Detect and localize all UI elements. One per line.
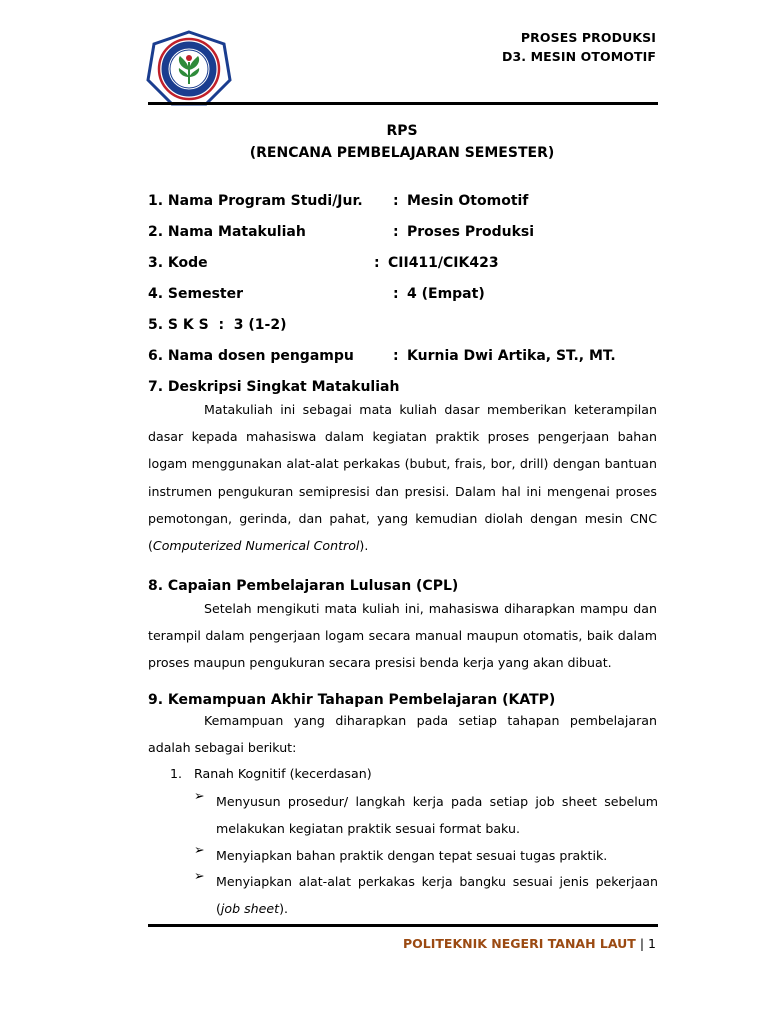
info-value: Mesin Otomotif (407, 193, 529, 209)
page-number: 1 (648, 936, 656, 951)
info-label: 4. Semester (148, 286, 244, 302)
info-label: 1. Nama Program Studi/Jur. (148, 193, 363, 209)
bullet-text-main: Menyiapkan alat-alat perkakas kerja bangku sesuai jenis pekerjaan ( (216, 874, 658, 916)
doc-title: RPS (386, 123, 418, 139)
header-course: PROSES PRODUKSI (520, 30, 656, 45)
info-sep: : (393, 193, 399, 209)
list-item-cognitive: 1. Ranah Kognitif (kecerdasan) (170, 766, 372, 781)
bullet-text-tail: ). (279, 901, 289, 916)
italic-term: Computerized Numerical Control (152, 538, 360, 554)
body-text: Setelah mengikuti mata kuliah ini, mahasiswa diharapkan mampu dan terampil dalam pengerjaan logam secara manual maupun otomatis, baik dalam proses maupun pengukuran secara presisi benda kerja yang akan dibuat. (148, 601, 657, 671)
section-heading-description: 7. Deskripsi Singkat Matakuliah (148, 379, 400, 395)
info-label: 5. S K S : 3 (1-2) (148, 317, 287, 333)
page-footer (403, 936, 656, 951)
footer-institution: POLITEKNIK NEGERI TANAH LAUT (402, 936, 636, 951)
section-body-cpl (148, 595, 657, 677)
section-heading-katp: 9. Kemampuan Akhir Tahapan Pembelajaran (KATP) (148, 692, 556, 708)
section-body-katp (148, 707, 657, 761)
section-body-description (148, 396, 657, 559)
body-tail: ). (359, 538, 369, 554)
info-value: 4 (Empat) (407, 286, 485, 302)
info-sep: : (374, 255, 380, 271)
footer-separator: | (639, 936, 645, 951)
doc-subtitle: (RENCANA PEMBELAJARAN SEMESTER) (249, 145, 555, 161)
arrow-bullet-icon: ➢ (194, 842, 205, 857)
footer-rule (148, 924, 658, 927)
section-heading-cpl: 8. Capaian Pembelajaran Lulusan (CPL) (148, 578, 459, 594)
arrow-bullet-icon: ➢ (194, 788, 205, 803)
info-label: 3. Kode (148, 255, 208, 271)
info-value: Proses Produksi (407, 224, 535, 240)
arrow-bullet-icon: ➢ (194, 868, 205, 883)
info-label: 6. Nama dosen pengampu (148, 348, 354, 364)
info-label: 2. Nama Matakuliah (148, 224, 306, 240)
college-seal-icon (146, 30, 232, 106)
header-rule (148, 102, 658, 105)
bullet-text: Menyusun prosedur/ langkah kerja pada setiap job sheet sebelum melakukan kegiatan praktik sesuai format baku. (216, 794, 658, 836)
bullet-text: Menyiapkan bahan praktik dengan tepat sesuai tugas praktik. (216, 848, 608, 863)
body-text: Kemampuan yang diharapkan pada setiap tahapan pembelajaran adalah sebagai berikut: (148, 713, 657, 756)
body-text: Matakuliah ini sebagai mata kuliah dasar memberikan keterampilan dasar kepada mahasiswa dalam kegiatan praktik proses pengerjaan bahan logam menggunakan alat-alat perkakas (bubut, frais, bor, drill) dengan bantuan instrumen pengukuran semipresisi dan presisi. Dalam hal ini mengenai proses pemotongan, gerinda, dan pahat, yang kemudian diolah dengan mesin CNC ( (148, 402, 657, 554)
italic-term: job sheet (220, 901, 280, 916)
info-value: CII411/CIK423 (388, 255, 499, 271)
info-value: Kurnia Dwi Artika, ST., MT. (407, 348, 616, 364)
bullet-text (216, 868, 658, 922)
info-sep: : (393, 224, 399, 240)
info-sep: : (393, 286, 399, 302)
header-program: D3. MESIN OTOMOTIF (502, 49, 656, 64)
info-sep: : (393, 348, 399, 364)
